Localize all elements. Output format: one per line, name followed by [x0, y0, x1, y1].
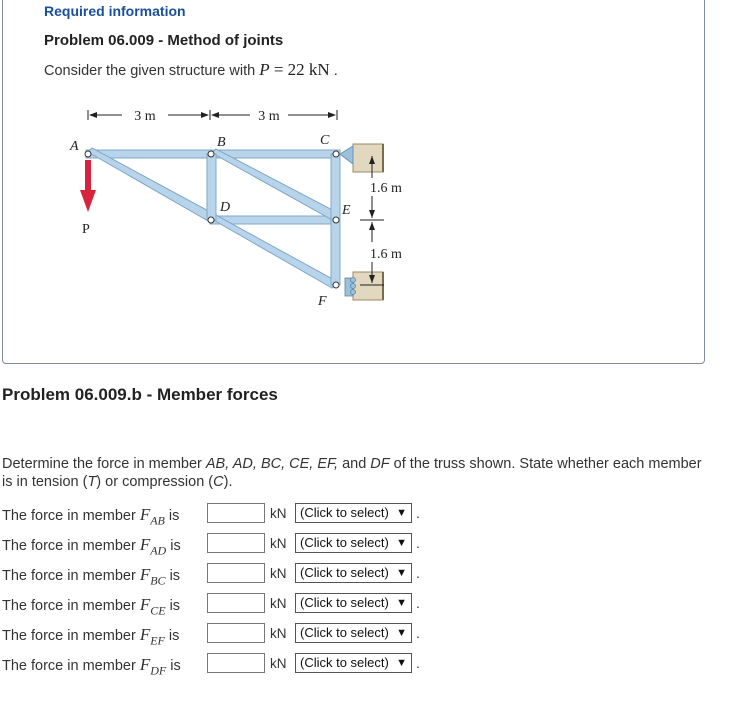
- section-title: Problem 06.009.b - Member forces: [2, 385, 278, 404]
- desc-part-5: ).: [223, 474, 233, 490]
- answer-label: [2, 565, 180, 588]
- row-period: .: [416, 595, 420, 611]
- member-subscript: EF: [150, 633, 165, 648]
- force-input-df[interactable]: [207, 653, 265, 673]
- label-b: B: [217, 135, 226, 150]
- joint-e: [333, 217, 339, 223]
- answer-is: is: [164, 508, 180, 524]
- member-subscript: BC: [150, 573, 166, 588]
- chevron-down-icon: ▼: [396, 507, 407, 519]
- dim-label-right: 3 m: [258, 109, 280, 124]
- tension-compression-select-ef[interactable]: [295, 623, 412, 643]
- force-arrow-shaft: [85, 160, 91, 190]
- answer-label: [2, 595, 180, 618]
- row-period: .: [416, 625, 420, 641]
- answer-is: is: [165, 598, 181, 614]
- given-value: = 22 kN: [269, 60, 330, 79]
- answer-is: is: [165, 568, 181, 584]
- select-value: (Click to select): [300, 625, 389, 640]
- label-f: F: [318, 294, 327, 309]
- answer-label: [2, 535, 181, 558]
- row-period: .: [416, 655, 420, 671]
- dim-label-right-top: 1.6 m: [370, 181, 402, 196]
- answer-prefix: The force in member: [2, 658, 140, 674]
- force-symbol: [139, 535, 167, 558]
- given-statement: [44, 60, 338, 80]
- label-d: D: [220, 200, 231, 215]
- select-value: (Click to select): [300, 535, 389, 550]
- unit-label: kN: [270, 656, 287, 671]
- force-symbol: [139, 565, 166, 588]
- given-var: P: [259, 60, 270, 79]
- desc-part-1: Determine the force in member: [2, 456, 206, 472]
- tension-compression-select-ab[interactable]: [295, 503, 412, 523]
- select-value: (Click to select): [300, 595, 389, 610]
- wall-support-top: [353, 144, 383, 172]
- select-value: (Click to select): [300, 565, 389, 580]
- tension-compression-select-ce[interactable]: [295, 593, 412, 613]
- desc-member-last: DF: [370, 456, 390, 472]
- force-letter: F: [139, 535, 151, 554]
- force-input-ab[interactable]: [207, 503, 265, 523]
- answer-prefix: The force in member: [2, 508, 140, 524]
- dim-label-left: 3 m: [134, 109, 156, 124]
- joint-d: [208, 217, 214, 223]
- chevron-down-icon: ▼: [396, 657, 407, 669]
- force-letter: F: [139, 595, 151, 614]
- problem-description: [2, 455, 702, 491]
- force-symbol: [139, 625, 165, 648]
- desc-compression: C: [213, 474, 224, 490]
- chevron-down-icon: ▼: [396, 597, 407, 609]
- answer-is: is: [166, 538, 181, 554]
- force-input-ad[interactable]: [207, 533, 265, 553]
- select-value: (Click to select): [300, 505, 389, 520]
- roller-support-f: [345, 278, 356, 297]
- pin-support-c: [340, 146, 353, 164]
- answer-is: is: [164, 628, 180, 644]
- given-prefix: Consider the given structure with: [44, 63, 260, 79]
- chevron-down-icon: ▼: [396, 537, 407, 549]
- force-input-bc[interactable]: [207, 563, 265, 583]
- unit-label: kN: [270, 626, 287, 641]
- given-math: [259, 60, 330, 79]
- given-suffix: .: [333, 63, 338, 79]
- tension-compression-select-bc[interactable]: [295, 563, 412, 583]
- force-letter: F: [139, 505, 151, 524]
- joint-b: [208, 151, 214, 157]
- force-arrow-head: [80, 190, 96, 212]
- answer-prefix: The force in member: [2, 568, 140, 584]
- member-subscript: AD: [150, 543, 167, 558]
- unit-label: kN: [270, 536, 287, 551]
- answer-prefix: The force in member: [2, 598, 140, 614]
- dimension-lines-right: [360, 156, 384, 285]
- desc-part-3: of the truss shown. State whether each member is in tension (: [2, 456, 702, 490]
- member-subscript: AB: [150, 513, 165, 528]
- desc-part-2: and: [338, 456, 371, 472]
- wall-support-bottom: [353, 272, 383, 300]
- force-symbol: [139, 595, 166, 618]
- row-period: .: [416, 505, 420, 521]
- force-input-ce[interactable]: [207, 593, 265, 613]
- unit-label: kN: [270, 506, 287, 521]
- required-information-heading: Required information: [44, 3, 186, 19]
- force-letter: F: [139, 625, 151, 644]
- answer-label: [2, 505, 179, 528]
- answer-label: [2, 625, 179, 648]
- answer-label: [2, 655, 181, 678]
- dim-label-right-bottom: 1.6 m: [370, 247, 402, 262]
- member-subscript: DF: [150, 663, 167, 678]
- chevron-down-icon: ▼: [396, 567, 407, 579]
- label-e: E: [342, 203, 351, 218]
- joint-a: [85, 151, 91, 157]
- row-period: .: [416, 565, 420, 581]
- tension-compression-select-df[interactable]: [295, 653, 412, 673]
- chevron-down-icon: ▼: [396, 627, 407, 639]
- problem-title: Problem 06.009 - Method of joints: [44, 32, 284, 49]
- answer-prefix: The force in member: [2, 628, 140, 644]
- label-a: A: [70, 139, 79, 154]
- label-p: P: [82, 222, 90, 237]
- desc-tension: T: [87, 474, 97, 490]
- joint-c: [333, 151, 339, 157]
- answer-prefix: The force in member: [2, 538, 140, 554]
- joint-f: [333, 282, 339, 288]
- label-c: C: [320, 133, 330, 148]
- force-letter: F: [139, 655, 151, 674]
- row-period: .: [416, 535, 420, 551]
- force-input-ef[interactable]: [207, 623, 265, 643]
- desc-members: AB, AD, BC, CE, EF,: [205, 456, 339, 472]
- select-value: (Click to select): [300, 655, 389, 670]
- desc-part-4: ) or compression (: [96, 474, 214, 490]
- unit-label: kN: [270, 596, 287, 611]
- tension-compression-select-ad[interactable]: [295, 533, 412, 553]
- force-symbol: [139, 655, 167, 678]
- force-symbol: [139, 505, 165, 528]
- answer-is: is: [166, 658, 181, 674]
- truss-figure: [60, 100, 420, 325]
- member-subscript: CE: [150, 603, 166, 618]
- force-letter: F: [139, 565, 151, 584]
- unit-label: kN: [270, 566, 287, 581]
